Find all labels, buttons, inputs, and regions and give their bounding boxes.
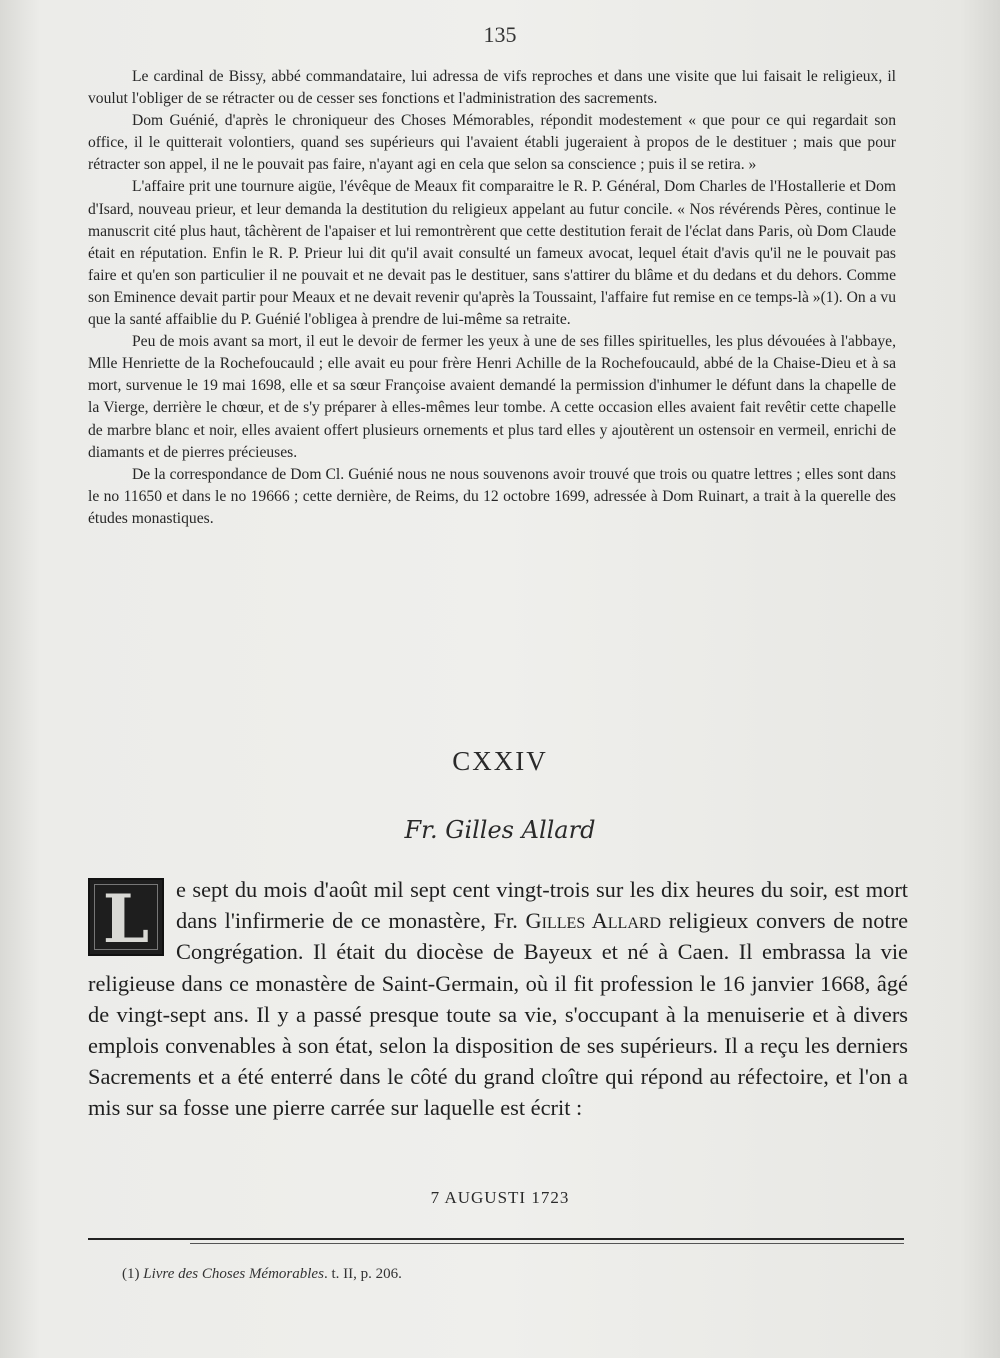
obituary-text-start: e sept du mois d'août mil sept cent vingt-trois sur les dix heures du soir, est mort dans l'infirmerie de ce monastère, Fr. — [176, 877, 908, 934]
paragraph-4: Peu de mois avant sa mort, il eut le devoir de fermer les yeux à une de ses filles spirituelles, les plus dévouées à l'abbaye, Mlle Henriette de la Rochefoucauld ; elle avait eu pour frère Henri Achille de la Rochefoucauld, abbé de la Chaise-Dieu et à sa mort, survenue le 19 mai 1698, elle et sa sœur Françoise avaient demandé la permission d'inhumer le défunt dans la chapelle de la Vierge, derrière le chœur, et de s'y préparer à elles-mêmes leur tombe. A cette occasion elles avaient fait revêtir cette chapelle de marbre blanc et noir, elles avaient offert plusieurs ornements et plus tard elles y ajoutèrent un ostensoir en vermeil, enrichi de diamants et de pierres précieuses. — [88, 333, 896, 461]
obituary-paragraph — [88, 874, 908, 1124]
body-text — [88, 66, 896, 530]
chapter-title: Fr. Gilles Allard — [404, 816, 596, 844]
paragraph-5: De la correspondance de Dom Cl. Guénié nous ne nous souvenons avoir trouvé que trois ou quatre lettres ; elles sont dans le no 11650 et dans le no 19666 ; cette dernière, de Reims, du 12 octobre 1699, adressée à Dom Ruinart, a trait à la querelle des études monastiques. — [88, 465, 896, 527]
footnote-rule — [88, 1238, 904, 1240]
footnote-title: Livre des Choses Mémorables — [143, 1266, 324, 1282]
tomb-inscription: 7 AUGUSTI 1723 — [430, 1188, 570, 1207]
drop-cap-letter: L — [102, 880, 150, 958]
obituary-text-end: religieux convers de notre Congrégation. Il était du diocèse de Bayeux et né à Caen. Il embrassa la vie religieuse dans ce monastère de Saint-Germain, où il fit profession le 16 janvier 1668, âgé de vingt-sept ans. Il y a passé presque toute sa vie, s'occupant à la menuiserie et à divers emplois convenables à son état, selon la disposition de ses supérieurs. Il a reçu les derniers Sacrements et a été enterré dans le côté du grand cloître qui répond au réfectoire, et l'on a mis sur sa fosse une pierre carrée sur laquelle est écrit : — [88, 908, 909, 1121]
footnote-rule-secondary — [190, 1243, 904, 1244]
paragraph-1: Le cardinal de Bissy, abbé commandataire, lui adressa de vifs reproches et dans une visite que lui faisait le religieux, il voulut l'obliger de se rétracter ou de cesser ses fonctions et l'administration des sacrements. — [88, 68, 896, 108]
deceased-name: Gilles Allard — [525, 908, 662, 934]
chapter-numeral: CXXIV — [452, 746, 548, 776]
ornamental-drop-cap — [88, 878, 164, 956]
obituary-text — [88, 874, 908, 1124]
paragraph-2: Dom Guénié, d'après le chroniqueur des Choses Mémorables, répondit modestement « que pour ce qui regardait son office, il le quitterait volontiers, quand ses supérieurs qui l'avaient établi jugeraient à propos de le destituer ; mais que pour rétracter son appel, il ne le pouvait pas faire, n'ayant agi en cela que selon sa conscience ; puis il se retira. » — [88, 112, 896, 174]
paragraph-3: L'affaire prit une tournure aigüe, l'évêque de Meaux fit comparaitre le R. P. Général, Dom Charles de l'Hostallerie et Dom d'Isard, nouveau prieur, et leur demanda la destitution du religieux appelant au futur concile. « Nos révérends Pères, continue le manuscrit cité plus haut, tâchèrent de l'apaiser et lui remontrèrent que cette destitution ferait de l'éclat dans Paris, où Dom Claude était en réputation. Enfin le R. P. Prieur lui dit qu'il avait consulté un fameux avocat, lequel était d'avis qu'il ne le pouvait pas faire et qu'en son particulier il ne pouvait et ne devait pas le destituer, sans s'attirer du blâme et du dedans et du dehors. Comme son Eminence devait partir pour Meaux et ne devait revenir qu'après la Toussaint, l'affaire fut remise en ce temps-là »(1). On a vu que la santé affaiblie du P. Guénié l'obligea à prendre de lui-même sa retraite. — [88, 178, 896, 329]
footnote-reference: . t. II, p. 206. — [323, 1266, 402, 1282]
page-number: 135 — [483, 22, 517, 47]
footnote — [122, 1266, 402, 1283]
footnote-marker: (1) — [122, 1266, 140, 1282]
